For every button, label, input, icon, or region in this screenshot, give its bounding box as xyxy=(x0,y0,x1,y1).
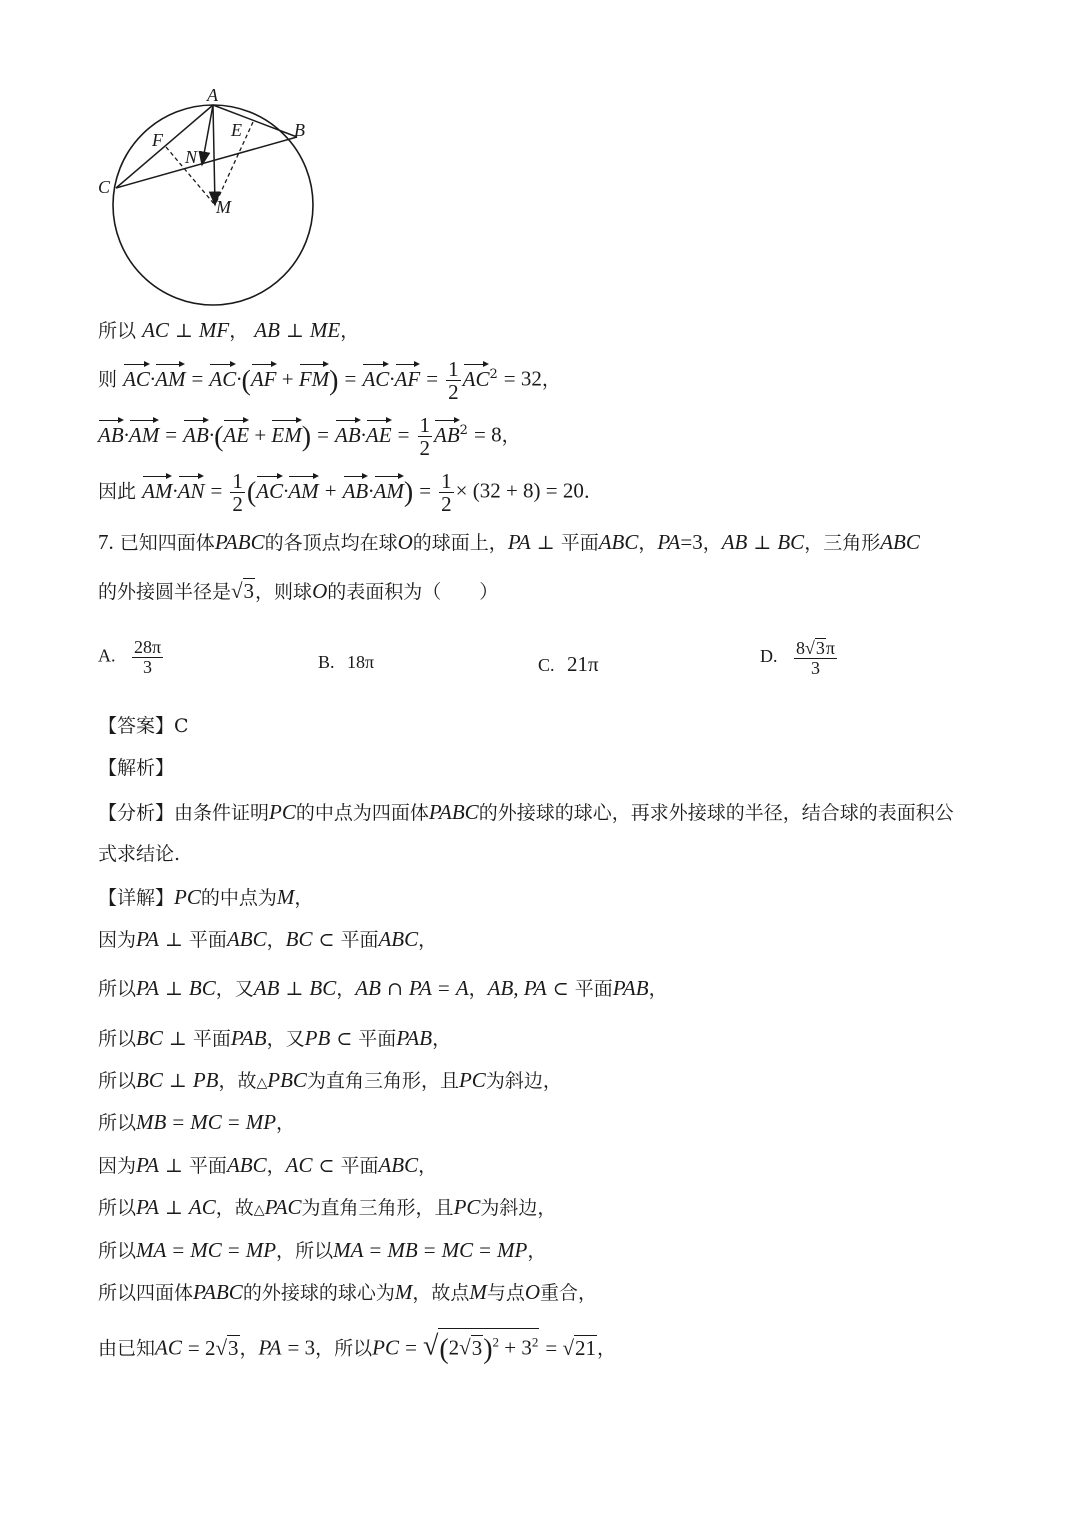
question-7-line-2: 的外接圆半径是√3，则球O的表面积为（ ） xyxy=(98,579,499,603)
label-m: M xyxy=(216,197,231,217)
detail-line-5: 所以BC ⊥ PB，故△PBC为直角三角形，且PC为斜边， xyxy=(98,1068,562,1092)
chord-ab xyxy=(213,105,297,137)
question-7-line-1: 7. 已知四面体PABC的各顶点均在球O的球面上，PA ⊥ 平面ABC，PA=3，AB ⊥ BC，三角形ABC xyxy=(98,530,920,554)
geometry-figure xyxy=(90,85,330,310)
answer: 【答案】C xyxy=(98,715,189,737)
option-a[interactable]: A. $\frac{28\pi}{3}$ xyxy=(98,637,162,677)
detail-line-9: 所以MA = MC = MP，所以MA = MB = MC = MP， xyxy=(98,1238,547,1262)
detail-line-10: 所以四面体PABC的外接球的球心为M，故点M与点O重合， xyxy=(98,1280,598,1304)
detail-line-3: 所以PA ⊥ BC，又AB ⊥ BC，AB ∩ PA = A，AB, PA ⊂ 平面PAB， xyxy=(98,976,668,1000)
detail-line-8: 所以PA ⊥ AC，故△PAC为直角三角形，且PC为斜边， xyxy=(98,1195,557,1219)
label-e: E xyxy=(231,120,242,140)
line-perpendicular: 所以 AC ⊥ MF， AB ⊥ ME， xyxy=(98,318,360,342)
option-d[interactable]: D. $\frac{8√3\pi}{3}$ xyxy=(760,638,835,678)
line-am-an: 因此 AM·AN = $\frac{1}{2}$ (AC·AM + AB·AM) = $\frac{1}{2}$ × (32 + 8) = 20． xyxy=(98,469,603,517)
label-f: F xyxy=(152,130,163,150)
detail-line-11: 由已知AC = 2√3，PA = 3，所以PC = $√(2√3)^2 + 3^2 = √21$， xyxy=(98,1328,616,1367)
option-c[interactable]: C. 21π xyxy=(538,652,599,676)
detail-line-2: 因为PA ⊥ 平面ABC，BC ⊂ 平面ABC， xyxy=(98,927,438,951)
label-c: C xyxy=(98,177,111,197)
option-b[interactable]: B. 18π xyxy=(318,652,375,672)
vector-am xyxy=(213,105,215,205)
detail-line-4: 所以BC ⊥ 平面PAB，又PB ⊂ 平面PAB， xyxy=(98,1026,452,1050)
line-ab-am: AB·AM = AB·(AE + EM) = AB·AE = $\frac{1}{2}$ $AB^2 = 8$， xyxy=(98,413,521,461)
label-a: A xyxy=(207,85,218,105)
analysis-line-1: 【分析】由条件证明PC的中点为四面体PABC的外接球的球心，再求外接球的半径，结合球的表面积公 xyxy=(98,800,954,824)
jiexi: 【解析】 xyxy=(98,757,175,779)
label-n: N xyxy=(185,147,198,167)
label-b: B xyxy=(294,120,305,140)
detail-line-7: 因为PA ⊥ 平面ABC，AC ⊂ 平面ABC， xyxy=(98,1153,438,1177)
vector-an xyxy=(202,105,213,165)
detail-line-1: 【详解】PC的中点为M， xyxy=(98,885,314,909)
analysis-line-2: 式求结论. xyxy=(98,843,181,865)
detail-line-6: 所以MB = MC = MP， xyxy=(98,1110,296,1134)
chord-cb xyxy=(116,137,297,188)
line-ac-am: 则 AC·AM = AC·(AF + FM) = AC·AF = $\frac{1}{2}$ $AC^2 = 32$， xyxy=(98,357,561,405)
